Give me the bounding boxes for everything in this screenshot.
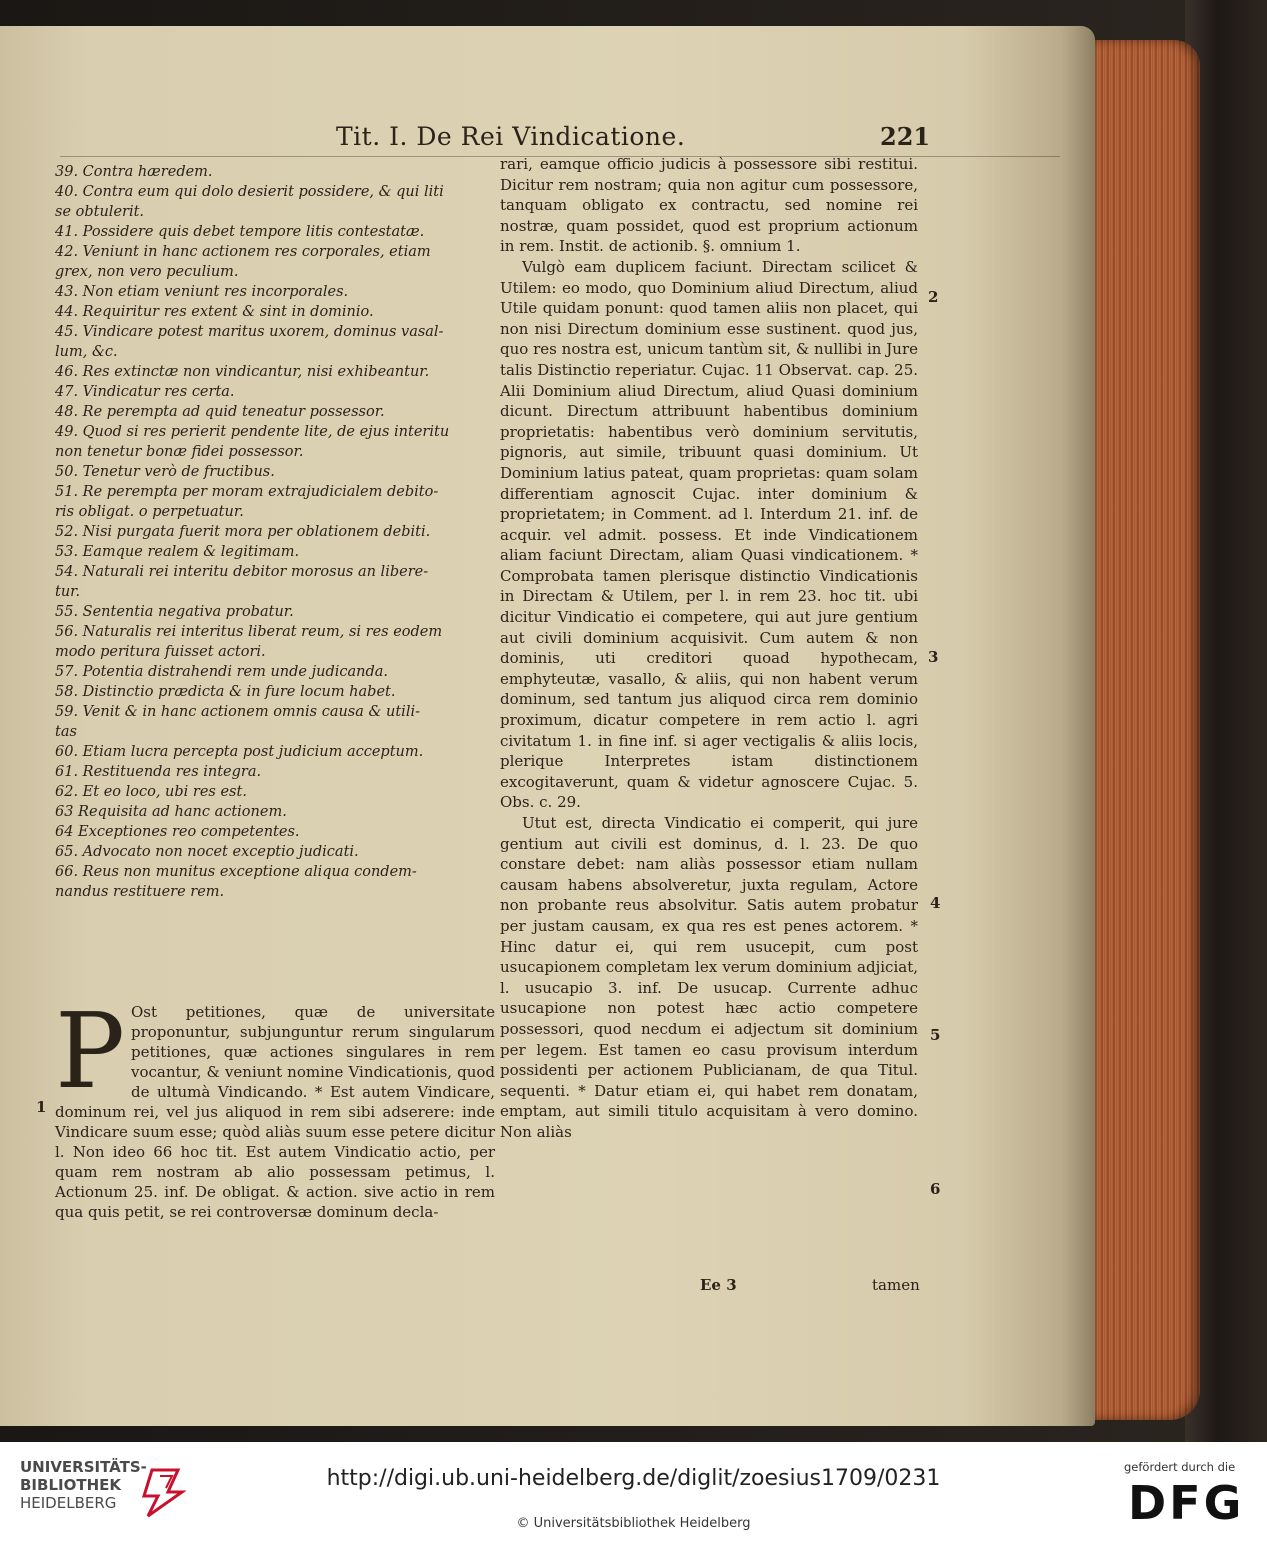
summary-item: tas	[55, 724, 77, 740]
summary-item: 64 Exceptiones reo competentes.	[55, 824, 300, 840]
margin-number: 6	[930, 1180, 941, 1198]
dropcap: P	[55, 990, 125, 1112]
summary-item: 66. Reus non munitus exceptione aliqua condem-	[55, 864, 417, 880]
summary-item: 49. Quod si res perierit pendente lite, de ejus interitu	[55, 424, 450, 440]
running-head	[0, 122, 1080, 156]
summary-item: 42. Veniunt in hanc actionem res corporales, etiam	[55, 244, 431, 260]
logo-line: HEIDELBERG	[20, 1494, 117, 1512]
summary-item: 46. Res extinctæ non vindicantur, nisi exhibeantur.	[55, 364, 430, 380]
left-paragraph: Ost petitiones, quæ de universitate proponuntur, subjunguntur rerum singularum petitiones, quæ actiones singulares in rem vocantur, & veniunt nomine Vindicationis, quod de ultumà Vindicando. * Est autem Vindicare, dominum rei, vel jus aliquod in rem sibi adserere: inde Vindicare suum esse; quòd aliàs suum esse petere dicitur l. Non ideo 66 hoc tit. Est autem Vindicatio actio, per quam rem nostram ab alio possessam petimus, l. Actionum 25. inf. De obligat. & action. sive actio in rem qua quis petit, se rei controversæ dominum decla-	[55, 1003, 495, 1221]
summary-item: 50. Tenetur verò de fructibus.	[55, 464, 275, 480]
summary-item: 43. Non etiam veniunt res incorporales.	[55, 284, 349, 300]
right-paragraph: rari, eamque officio judicis à possessore sibi restitui. Dicitur rem nostram; quia non agitur cum possessore, tanquam obligato ex contractu, sed nomine rei nostræ, quam possidet, quod est proprium actionum in rem. Instit. de actionib. §. omnium 1.	[500, 155, 918, 256]
viewer-footer	[0, 1442, 1267, 1546]
copyright-notice: © Universitätsbibliothek Heidelberg	[516, 1516, 751, 1531]
summary-item: lum, &c.	[55, 344, 118, 360]
summary-item: 61. Restituenda res integra.	[55, 764, 262, 780]
running-head-title: Tit. I. De Rei Vindicatione.	[336, 122, 686, 151]
right-column-body	[500, 154, 918, 1143]
summary-item: tur.	[55, 584, 81, 600]
summary-item: nandus restituere rem.	[55, 884, 225, 900]
book-page	[0, 26, 1095, 1426]
page-edges	[1080, 40, 1200, 1420]
summary-list	[55, 162, 495, 902]
permalink-url[interactable]: http://digi.ub.uni-heidelberg.de/diglit/zoesius1709/0231	[326, 1466, 941, 1491]
margin-number: 2	[928, 288, 939, 306]
summary-item: 47. Vindicatur res certa.	[55, 384, 235, 400]
summary-item: non tenetur bonæ fidei possessor.	[55, 444, 304, 460]
summary-item: 48. Re perempta ad quid teneatur possessor.	[55, 404, 385, 420]
summary-item: 45. Vindicare potest maritus uxorem, dominus vasal-	[55, 324, 444, 340]
summary-item: 52. Nisi purgata fuerit mora per oblationem debiti.	[55, 524, 431, 540]
summary-item: 55. Sententia negativa probatur.	[55, 604, 294, 620]
left-column-body	[55, 990, 495, 1222]
summary-item: 44. Requiritur res extent & sint in dominio.	[55, 304, 374, 320]
right-paragraph: Utut est, directa Vindicatio ei comperit, qui jure gentium aut civili est dominus, d. l. 23. De quo constare debet: nam aliàs possessor etiam nullam causam habens absolveretur, juxta regulam, Actore non probante reus absolvitur. Satis autem probatur per justam causam, ex qua res est penes actorem. * Hinc datur ei, qui rem usucepit, cum post usucapionem completam lex verum dominium adjiciat, l. usucapio 3. inf. De usucap. Currente adhuc usucapione non potest hæc actio competere possessori, quod necdum ei adjectum sit dominium per legem. Est tamen eo casu provisum interdum possidenti per actionem Publicianam, de qua Titul. sequenti. * Datur etiam ei, qui habet rem donatam, emptam, aut simili titulo acquisitam à vero domino. Non aliàs	[500, 814, 918, 1141]
summary-item: 57. Potentia distrahendi rem unde judicanda.	[55, 664, 388, 680]
summary-item: 39. Contra hæredem.	[55, 164, 213, 180]
page-number: 221	[880, 122, 931, 151]
margin-number: 5	[930, 1026, 941, 1044]
summary-item: 41. Possidere quis debet tempore litis contestatæ.	[55, 224, 425, 240]
summary-item: ris obligat. o perpetuatur.	[55, 504, 244, 520]
funding-label: gefördert durch die	[1124, 1460, 1236, 1474]
right-paragraph: Vulgò eam duplicem faciunt. Directam scilicet & Utilem: eo modo, quo Dominium aliud Directum, aliud Utile quidam ponunt: quod tamen aliis non placet, qui non nisi Directum dominium esse sustinent. quod jus, quo res nostra est, unicum tantùm sit, & nullibi in Jure talis Distinctio reperiatur. Cujac. 11 Observat. cap. 25. Alii Dominium aliud Directum, aliud Quasi dominium dicunt. Directum attribuunt habentibus dominium proprietatis: habentibus verò dominium servitutis, pignoris, aut simile, tribuunt quasi dominium. Ut Dominium latius pateat, quam proprietas: quam solam differentiam agnoscit Cujac. inter dominium & proprietatem; in Comment. ad l. Interdum 21. inf. de acquir. vel admit. possess. Et inde Vindicationem aliam faciunt Directam, aliam Quasi vindicationem. * Comprobata tamen plerisque distinctio Vindicationis in Directam & Utilem, per l. in rem 23. hoc tit. ubi dicitur Vindicatio ei competere, qui aut jure gentium aut civili dominium acquisivit. Cum autem & non dominis, uti creditori quoad hypothecam, emphyteutæ, vasallo, & aliis, qui non habent verum dominum, sed tantum jus aliquod circa rem dominio proximum, dicatur competere in rem actio l. agri civitatum 1. in fine inf. si ager vectigalis & aliis locis, plerique Interpretes istam distinctionem excogitaverunt, quam & videtur agnoscere Cujac. 5. Obs. c. 29.	[500, 257, 918, 812]
signature-mark: Ee 3	[700, 1276, 737, 1294]
dfg-logo[interactable]: DFG	[1128, 1476, 1245, 1530]
summary-item: 59. Venit & in hanc actionem omnis causa & utili-	[55, 704, 420, 720]
summary-item: 51. Re perempta per moram extrajudicialem debito-	[55, 484, 439, 500]
summary-item: 65. Advocato non nocet exceptio judicati.	[55, 844, 359, 860]
summary-item: modo peritura fuisset actori.	[55, 644, 266, 660]
summary-item: 62. Et eo loco, ubi res est.	[55, 784, 247, 800]
summary-item: 63 Requisita ad hanc actionem.	[55, 804, 287, 820]
catchword: tamen	[872, 1276, 920, 1294]
summary-item: 56. Naturalis rei interitus liberat reum, si res eodem	[55, 624, 443, 640]
summary-item: 58. Distinctio prædicta & in fure locum habet.	[55, 684, 396, 700]
summary-item: 40. Contra eum qui dolo desierit possidere, & qui liti	[55, 184, 444, 200]
margin-number: 1	[36, 1098, 47, 1116]
summary-item: 53. Eamque realem & legitimam.	[55, 544, 300, 560]
summary-item: se obtulerit.	[55, 204, 145, 220]
logo-line: UNIVERSITÄTS-	[20, 1458, 147, 1476]
margin-number: 3	[928, 648, 939, 666]
summary-item: grex, non vero peculium.	[55, 264, 239, 280]
summary-item: 54. Naturali rei interitu debitor morosus an libere-	[55, 564, 429, 580]
margin-number: 4	[930, 894, 941, 912]
summary-item: 60. Etiam lucra percepta post judicium acceptum.	[55, 744, 424, 760]
logo-line: BIBLIOTHEK	[20, 1476, 121, 1494]
